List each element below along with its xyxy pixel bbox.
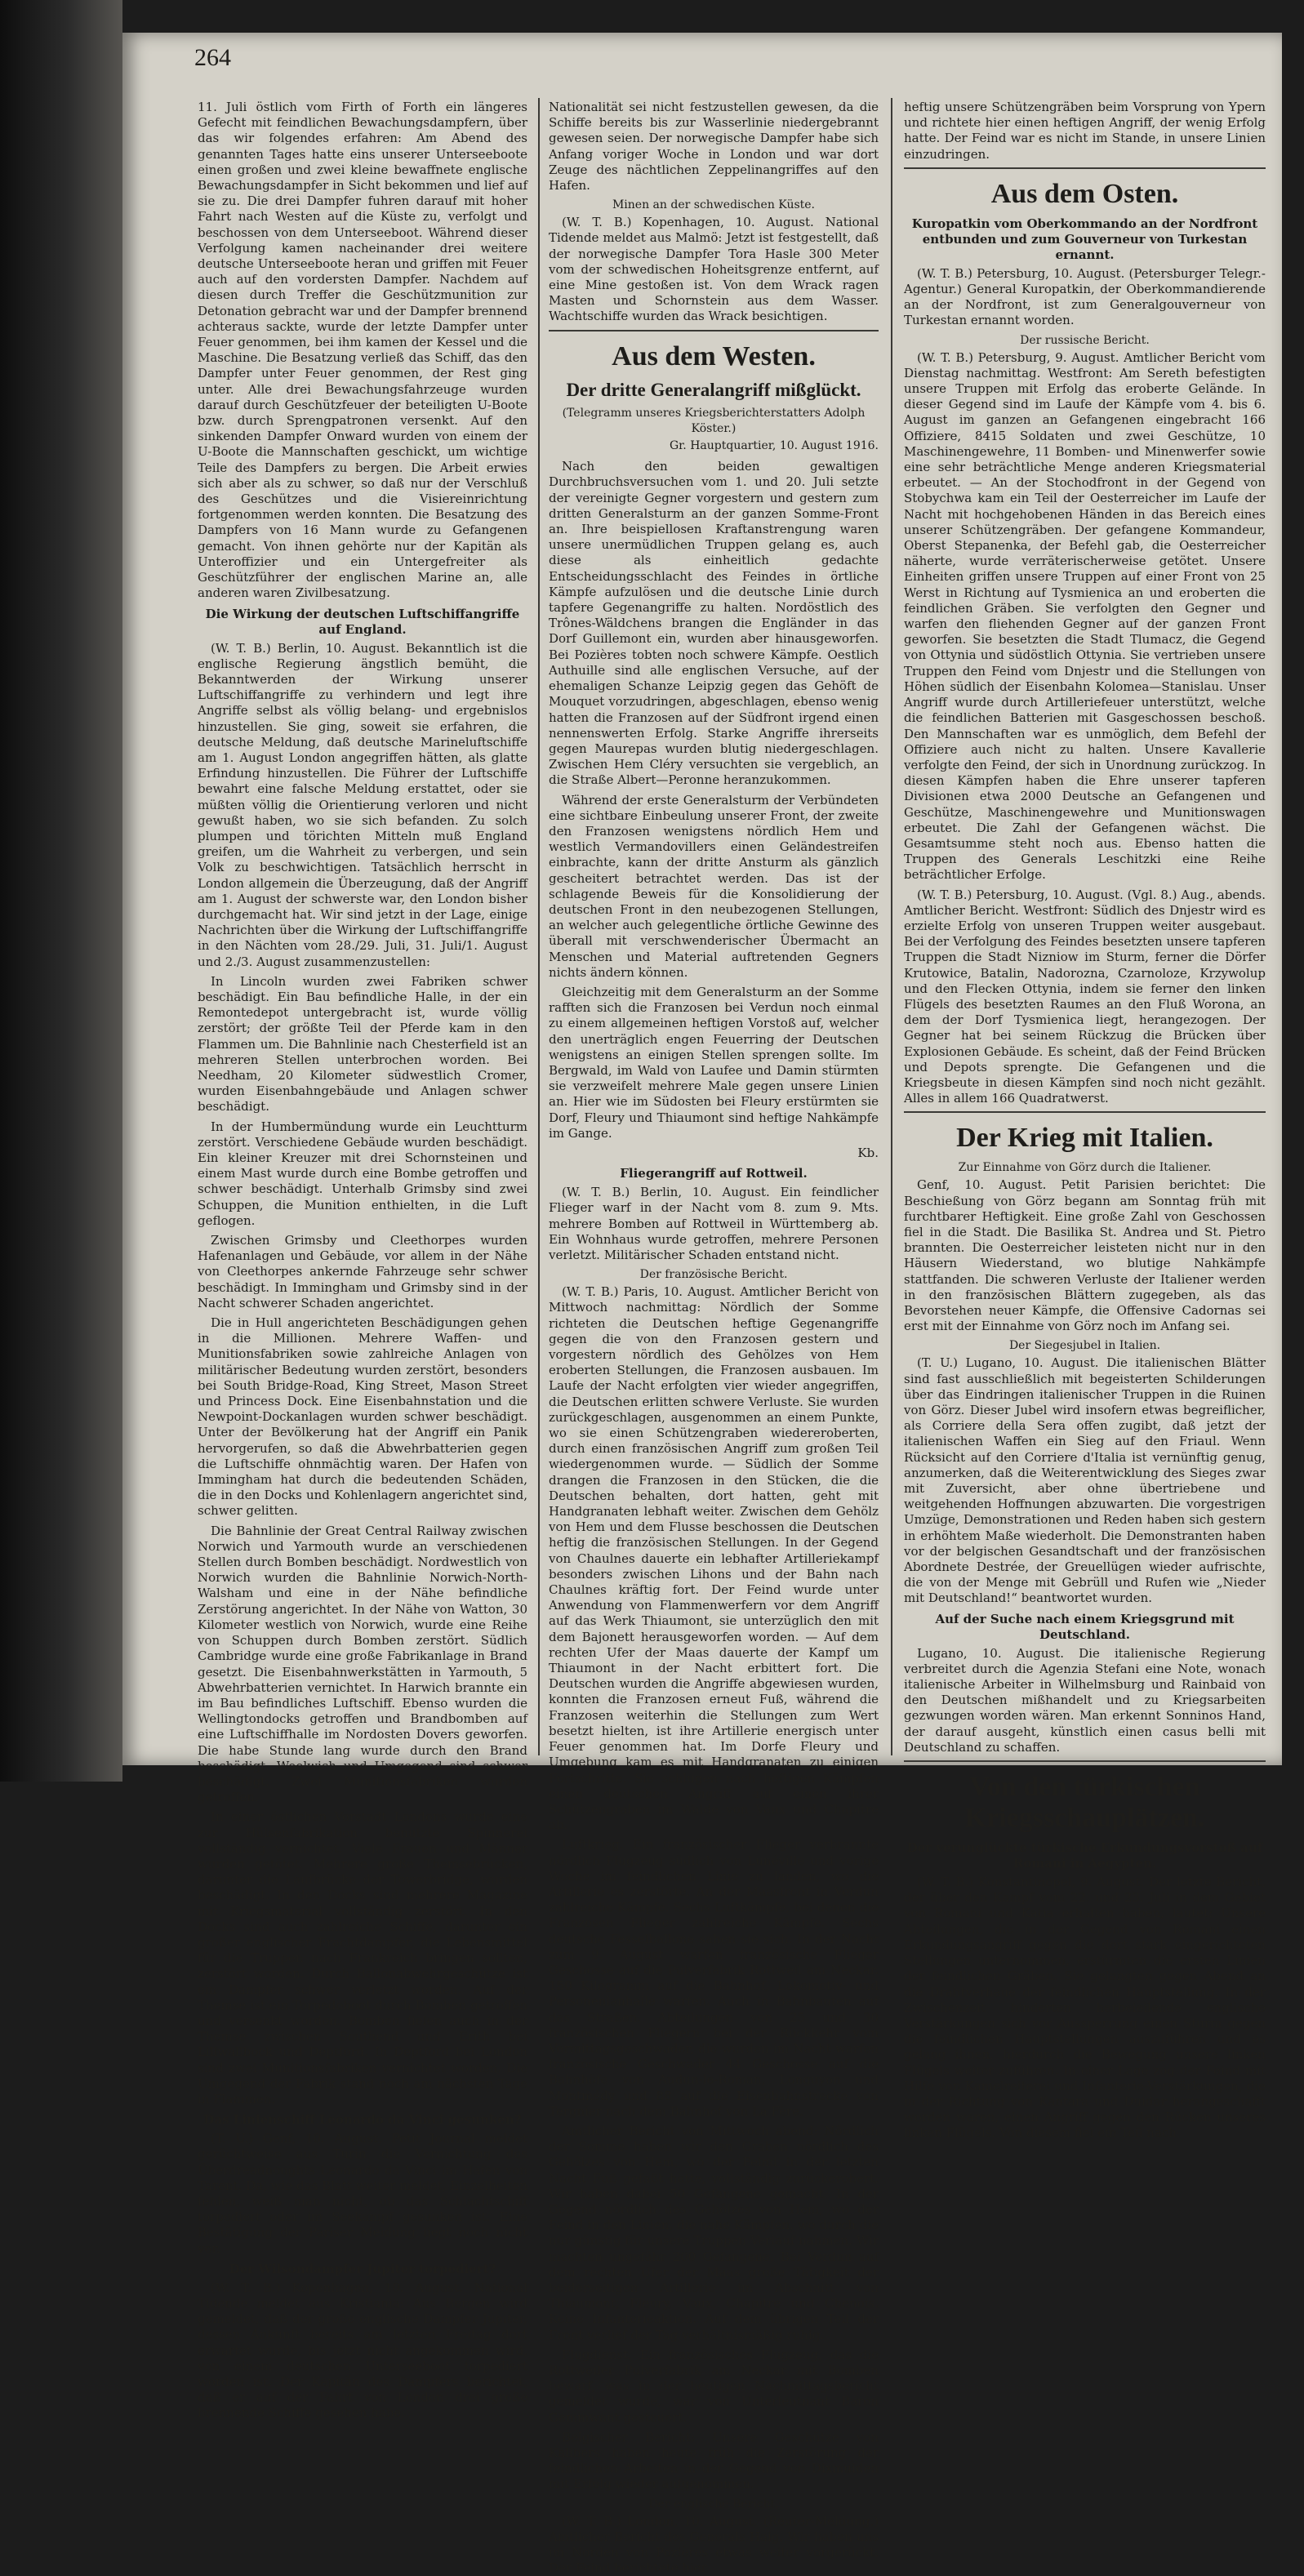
article-heading: Der Wilsondampfer Jupiter torpediert? xyxy=(229,2261,496,2276)
article-paragraph: Belgischer Bericht: Unsere Geschütze von Kalibers haben heute früh die Zerstörung der feindlichen Arbeiten in der Gegend von Dixmuiden mit Erfolg wieder aufgenommen. xyxy=(549,2429,879,2492)
dateline: Gr. Hauptquartier, 10. August 1916. xyxy=(669,439,879,453)
article-heading: Der französische Bericht. xyxy=(639,1268,788,1282)
article-paragraph: In Lincoln wurden zwei Fabriken schwer beschädigt. Ein Bau befindliche Halle, in der ein Remontedepot untergebracht ist, wurde völlig zerstört; der größte Teil der Pferde kam in den Flammen um. Die Bahnlinie nach Chesterfield ist an mehreren Stellen unterbrochen worden. Bei Needham, 20 Kilometer südwestlich Cromer, wurden Eisenbahngebäude und Anlagen schwer beschädigt. xyxy=(198,973,527,1114)
article-heading: Fliegerangriff auf Rottweil. xyxy=(620,1166,808,1181)
section-title: Von den türkischen Kriegsschauplätzen. xyxy=(964,1772,1205,1834)
section-title: Aus dem Westen. xyxy=(612,340,816,371)
article-heading: Der englische Bericht. xyxy=(648,2497,779,2511)
newspaper-page xyxy=(122,33,1282,2576)
page-number: 264 xyxy=(194,44,231,71)
byline: (Telegramm unseres Kriegsberichterstatters Adolph Köster.) xyxy=(562,406,866,435)
article-heading: Der verunglückte türkische Erkundungsvorstoß auf Romani in Aegypten. xyxy=(906,1840,1263,1871)
column-rule xyxy=(891,98,892,1755)
article-paragraph: (W. T. B.) Petersburg, 9. August. Amtlicher Bericht vom Dienstag nachmittag. Westfront: Am Sereth befestigten unsere Truppen mit Erfolg das eroberte Gelände. In dieser Gegend sind im Laufe der Kämpfe vom 4. bis 6. August im ganzen an Gefangenen eingebracht 166 Offiziere, 8415 Soldaten und zwei Geschütze, 10 Maschinengewehre, 11 Bomben- und Minenwerfer sowie eine sehr beträchtliche Menge anderen Kriegsmaterial erbeutet. — An der Stochodfront in der Gegend von Stobychwa kam ein Teil der Oesterreicher im Laufe der Nacht mit hochgehobenen Händen in das Bereich eines unserer Schützengräben. Der gefangene Kommandeur, Oberst Stepanenka, der Befehl gab, die Oesterreicher näherte, wurde verräterischerweise getötet. Unsere Einheiten griffen unsere Truppen auf einer Front von 25 Werst in Richtung auf Tysmienica an und eroberten die feindlichen Gräben. Sie verfolgten den Gegner und warfen den fliehenden Gegner auf der ganzen Front geworfen. Sie besetzten die Stadt Tlumacz, die Gegend von Ottynia und südöstlich Ottynia. Sie vertrieben unsere Truppen den Feind vom Dnjestr und die Stellungen von Höhen südlich der Eisenbahn Kolomea—Stanislau. Unser Angriff wurde durch Artilleriefeuer unterstützt, welche die feindlichen Batterien mit Gasgeschossen beschoß. Den Mannschaften war es unmöglich, dem Befehl der Offiziere auch nicht zu halten. Unsere Kavallerie verfolgte den Feind, der sich in Unordnung zurückzog. In diesen Kämpfen haben die Ehre unserer tapferen Divisionen etwa 2000 Deutsche an Gefangenen und Geschütze, Maschinengewehre und Munitionswagen erbeutet. Die Zahl der Gefangenen wächst. Die Gesamtsumme steht noch aus. Ebenso hatten die Truppen des Generals Leschitzki eine Reihe beträchtlicher Erfolge. xyxy=(904,349,1266,883)
article-heading: Minen an der schwedischen Küste. xyxy=(612,198,816,212)
article-paragraph: Die in Hull angerichteten Beschädigungen gehen in die Millionen. Mehrere Waffen- und Munitionsfabriken sowie zahlreiche Anlagen von militärischer Bedeutung wurden zerstört, besonders bei South Bridge-Road, King Street, Mason Street und Princess Dock. Eine Eisenbahnstation und die Newpoint-Dockanlagen wurden schwer beschädigt. Unter der Bevölkerung hat der Angriff ein Panik hervorgerufen, so daß die Abwehrbatterien gegen die Luftschiffe ohnmächtig waren. Der Hafen von Immingham hat durch die bedeutenden Schäden, die in den Docks und Kohlenlagern angerichtet sind, schwer gelitten. xyxy=(198,1315,527,1519)
article-paragraph: (W. T. B.) Berlin, 10. August. Ein feindlicher Flieger warf in der Nacht vom 8. zum 9. Mts. mehrere Bomben auf Rottweil in Württemberg ab. Ein Wohnhaus wurde getroffen, mehrere Personen verletzt. Militärischer Schaden entstand nicht. xyxy=(549,1185,879,1262)
article-paragraph: 11. Juli östlich vom Firth of Forth ein längeres Gefecht mit feindlichen Bewachungsdampfern, über das wir folgendes erfahren: Am Abend des genannten Tages hatte eins unserer Unterseeboote einen großen und zwei kleine bewaffnete englische Bewachungsdampfer in Sicht bekommen und lief auf sie zu. Die drei Dampfer fuhren darauf mit hoher Fahrt nach Westen auf die Küste zu, verfolgt und beschossen von dem Unterseeboot. Während dieser Verfolgung kamen nacheinander drei weitere deutsche Unterseeboote heran und griffen mit Feuer auch auf den vordersten Dampfer. Nachdem auf diesen durch Treffer die Geschützmunition zur Detonation gebracht war und der Dampfer brennend achteraus sackte, wurde der letzte Dampfer unter Feuer genommen, bei ihm kamen der Kessel und die Maschine. Die Besatzung verließ das Schiff, das den Dampfer unter Feuer genommen, der Rest ging unter. Alle drei Bewachungsfahrzeuge wurden darauf durch Geschützfeuer der beteiligten U-Boote bzw. durch Sprengpatronen versenkt. Auf den sinkenden Dampfer Onward wurden von einem der U-Boote die Mannschaften geschickt, um wichtige Teile des Dampfers zu bergen. Die Arbeit erwies sich aber als zu schwer, so daß nur der Verschluß des Geschützes und die Visiereinrichtung fortgenommen werden konnten. Die Besatzung des Dampfers von 16 Mann wurde zu Gefangenen gemacht. Von ihnen gehörte nur der Kapitän als Unteroffizier und ein Untergefreiter als Geschützführer der englischen Marine an, alle anderen waren Zivilbesatzung. xyxy=(198,100,528,601)
column-2 xyxy=(549,100,879,2576)
article-heading: Kuropatkin vom Oberkommando an der Nordfront entbunden und zum Gouverneur von Turkestan ernannt. xyxy=(911,216,1258,262)
article-paragraph: In der Humbermündung wurde ein Leuchtturm zerstört. Verschiedene Gebäude wurden beschädigt. Ein kleiner Kreuzer mit drei Schornsteinen und einem Mast wurde durch eine Bombe getroffen und schwer beschädigt. Unterhalb Grimsby sind zwei Schuppen, die Munition enthielten, in die Luft geflogen. xyxy=(198,1119,527,1228)
article-heading: Der Siegesjubel in Italien. xyxy=(1008,1339,1161,1353)
column-1 xyxy=(198,100,528,2421)
article-paragraph: Die Bahnlinie der Great Central Railway zwischen Norwich und Yarmouth wurde an verschiedenen Stellen durch Bomben beschädigt. Nordwestlich von Norwich wurden die Bahnlinie Norwich-North-Walsham und eine in der Nähe befindliche Zerstörung angerichtet. In der Nähe von Watton, 30 Kilometer westlich von Norwich, wurde eine Reihe von Schuppen durch Bomben zerstört. Südlich Cambridge wurde eine große Fabrikanlage in Brand gesetzt. Die Eisenbahnwerkstätten in Yarmouth, 5 Abwehrbatterien vernichtet. In Harwich brannte ein im Bau befindliches Luftschiff. Ebenso wurden die Wellingtondocks getroffen und Brandbomben auf eine Luftschiffhalle im Nordosten Dovers geworfen. Die habe Stunde lang wurde durch den Brand beschädigt. Woolwich und Umgegend sind schwer beschädigt. Zwei Munitionsfabriken wurden getroffen. xyxy=(198,1523,527,1805)
section-divider xyxy=(904,167,1266,169)
article-paragraph: (W. T. B.) Kopenhagen, 10. August. National Tidende meldet aus Malmö: Jetzt ist festgestellt, daß der norwegische Dampfer Tora Hasle 300 Meter vom der schwedischen Hoheitsgrenze entfernt, auf eine Mine gestoßen ist. Von dem Wrack ragen Masten und Schornstein aus dem Wasser. Wachtschiffe wurden das Wrack besichtigen. xyxy=(549,215,879,324)
article-paragraph: Zwischen Grimsby und Cleethorpes wurden Hafenanlagen und Gebäude, vor allem in der Nähe von Cleethorpes ankernde Fahrzeuge sehr schwer beschädigt. In Immingham und Grimsby sind in der Nacht schwerer Schaden angerichtet. xyxy=(198,1233,527,1310)
article-paragraph: (W. T. B.) Kopenhagen, 10. August. National Tidende meldet aus Kristiania: Aus Bergen wird gemeldet, daß der große englische Dampfer Jupiter, dessen Ankunft bereits am letzten Freitag dort erwartet wurde, bis jetzt nicht angekommen wird, von einem deutschen Unterseeboot torpediert worden ist. Der Kapitän des Dampfers berichtet, daß er auf der Fahrt von London drei große brennende Schiffe gesehen habe. xyxy=(198,2280,527,2421)
article-paragraph: heftig unsere Schützengräben beim Vorsprung von Ypern und richtete hier einen heftigen Angriff, der wenig Erfolg hatte. Der Feind war es nicht im Stande, in unsere Linien einzudringen. xyxy=(904,100,1266,162)
article-heading: Auf der Suche nach einem Kriegsgrund mit Deutschland. xyxy=(935,1611,1235,1642)
article-paragraph: (W. T. B.) Berlin, 10. August. Bekanntlich ist die englische Regierung ängstlich bemüht, die Bekanntwerden der Wirkung unserer Luftschiffangriffe zu verhindern und legt ihre Angriffe selbst als völlig belang- und ergebnislos hinzustellen. Sie ging, soweit sie erfahren, die deutsche Meldung, daß deutsche Marineluftschiffe am 1. August London angegriffen hätten, als glatte Erfindung hinzustellen. Die Führer der Luftschiffe bewahrt eine falsche Meldung erstattet, oder sie müßten völlig die Orientierung verloren und nicht gewußt haben, wo sie sich befanden. Zu solch plumpen und törichten Mitteln muß England greifen, um die Wahrheit zu verbergen, und sein Volk zu beschwichtigen. Tatsächlich herrscht in London allgemein die Überzeugung, daß der Angriff am 1. August der schwerste war, den London bisher durchgemacht hat. Wir sind jetzt in der Lage, einige Nachrichten über die Wirkung der Luftschiffangriffe in den Nächten vom 28./29. Juli, 31. Juli/1. August und 2./3. August zusammenzustellen: xyxy=(198,640,527,969)
article-heading: Das Linienschiff Leonardo da Vinci gesunken? xyxy=(203,2112,522,2128)
article-paragraph: Während der erste Generalsturm der Verbündeten eine sichtbare Einbeulung unserer Front, der zweite den Franzosen wenigstens nördlich Hem und westlich Vermandovillers einen Geländestreifen einbrachte, kann der dritte Ansturm als gänzlich gescheitert betrachtet werden. Das ist der schlagende Beweis für die Konsolidierung der deutschen Front in den neubezogenen Stellungen, an welcher auch gelegentliche örtliche Gewinne des überall mit verschwenderischer Übermacht an Menschen und Material auftretenden Gegners nichts ändern können. xyxy=(549,792,879,980)
article-paragraph: (W. T. B.) London, 10. August. (Reuter-Meldung.) Amtlicher Bericht des Generals Haig. Wir haben uns im Norden von Pozières etwas weiter vorgerückt. Der Feind berichtete hier xyxy=(549,2513,879,2576)
section-divider xyxy=(904,1111,1266,1113)
article-paragraph: (W. T. B.) Paris, 10. August. Amtlicher Bericht von Mittwoch nachmittag: Nördlich der Somme richteten die Deutschen heftige Gegenangriffe gegen die von den Franzosen gestern und vorgestern nördlich des Gehölzes von Hem eroberten Stellungen, die Franzosen ausbauen. Im Laufe der Nacht erfolgten vier wieder angegriffen, die Deutschen erlitten schwere Verluste. Sie wurden zurückgeschlagen, ausgenommen an einem Punkte, wo sie einen Schützengraben wiedereroberten, durch einen französischen Angriff zum großen Teil wiedergenommen wurde. — Südlich der Somme drangen die Franzosen in den Stücken, die die Deutschen behalten, dort hatten, geht mit Handgranaten lebhaft weiter. Zwischen dem Gehölz von Hem und dem Flusse beschossen die Deutschen heftig die französischen Stellungen. In der Gegend von Chaulnes dauerte ein lebhafter Artilleriekampf besonders zwischen Lihons und der Bahn nach Chaulnes kräftig fort. Der Feind wurde unter Anwendung von Flammenwerfern vor dem Angriff auf das Werk Thiaumont, sie unterzüglich den mit dem Bajonett herausgeworfen worden. — Auf dem rechten Ufer der Maas dauerte der Kampf um Thiaumont in der Nacht erbittert fort. Die Deutschen wurden die Angriffe abgewiesen wurden, konnten die Franzosen erneut Fuß, während die Franzosen weiterhin die Stellungen zum Wert besetzt hielten, ist ihre Artillerie energisch unter Feuer genommen hat. Im Dorfe Fleury und Umgebung kam es mit Handgranaten zu einigen Fortschritte. Sie schlugen nach heftigen Kämpfen einen deutschen Angriff auf einen ihrer Schützengraben im Walde von Vaux und Chapitre ab. xyxy=(549,1284,879,1833)
article-heading: Zur Einnahme von Görz durch die Italiener. xyxy=(958,1161,1212,1175)
article-paragraph: Lugano, 10. August. Die italienische Regierung verbreitet durch die Agenzia Stefani eine Note, wonach italienische Arbeiter in Wilhelmsburg und Rainbaid von den Deutschen mißhandelt und zu Kriegsarbeiten gezwungen worden wären. Man erkennt Sonninos Hand, der darauf ausgeht, künstlich einen casus belli mit Deutschland zu schaffen. xyxy=(904,1645,1266,1755)
article-paragraph: In einer östlichen Vorstadt Londons wurde eine zur Hülsenfabrikation benutzte Spinnerei vollständig vernichtet. Viele Frauen und Männer wurden getötet. Mehrere große Themsebrücken, darunter die Laufbrücke der Towerbridge, wurden beschädigt. In den Docks sind mehrere Magazine mit Kriegsmaterial vollständig zerstört. In den Docks sind auch zahlreiche Schiffe, darunter ein großer englischer Frachtdampfer, die Lebensmittel für die Truppen nach Frankreich bringen sollten, zerstört worden. Durch Ballonabwehrgeschütze ist ein Dampfer schwer verletzt worden. Auf der Themse ist ein Torpedoboot durch Bomben getroffen und versenkt worden. Bomben fielen auch in der Themse zwischen Southend und Erith bei Lillwallbock und Deptford. In Deptford bei London sind zwei Munitionsfabriken vernichtet worden. Die Umgegend der Fabrik stand noch am nächsten Tage in Flammen. xyxy=(198,1809,527,2107)
column-rule xyxy=(538,98,540,1755)
article-paragraph: Nationalität sei nicht festzustellen gewesen, da die Schiffe bereits bis zur Wasserlinie niedergebrannt gewesen seien. Der norwegische Dampfer habe sich Anfang voriger Woche in London und war dort Zeuge des nächtlichen Zeppelinangriffes auf den Hafen. xyxy=(549,100,879,194)
column-3 xyxy=(904,100,1266,2141)
section-divider xyxy=(549,330,879,331)
section-title: Aus dem Osten. xyxy=(990,178,1179,209)
article-paragraph: (T. U.) Lugano, 10. August. Die italienischen Blätter sind fast ausschließlich mit begeisterten Schilderungen über das Eindringen italienischer Truppen in die Ruinen von Görz. Dieser Jubel wird insofern etwas begreiflicher, als Corriere della Sera offen zugibt, daß jetzt der italienischen Waffen ein Sieg auf den Friaul. Wenn Rücksicht auf den Corriere d'Italia ist vernünftig genug, anzumerken, daß die Weiterentwicklung des Sieges zwar mit Zuversicht, aber ohne übertriebene und weitgehenden Hoffnungen abzuwarten. Die vorgestrigen Umzüge, Demonstrationen und Reden haben sich gestern in erhöhtem Maße wiederholt. Die Demonstranten haben vor der belgischen Gesandtschaft und der französischen Abordnete Destrée, der Greuellügen wieder aufrischte, die von der Menge mit Gebrüll und Rufen wie „Nieder mit Deutschland!“ beantwortet wurden. xyxy=(904,1355,1266,1606)
article-paragraph: Nach den beiden gewaltigen Durchbruchsversuchen vom 1. und 20. Juli setzte der vereinigte Gegner vorgestern und gestern zum dritten Generalsturm an der ganzen Somme-Front an. Ihre beispiellosen Kraftanstrengung waren unsere unermüdlichen Truppen gelang es, auch diese als einheitlich gedachte Entscheidungsschlacht des Feindes in örtliche Kämpfe aufzulösen und die deutsche Linie durch tapfere Gegenangriffe zu halten. Nordöstlich des Trônes-Wäldchens brangen die Engländer in das Dorf Guillemont ein, wurden aber hinausgeworfen. Bei Pozières tobten noch schwere Kämpfe. Oestlich Authuille sind alle englischen Versuche, auf der ehemaligen Schanze Leipzig gegen das Gehöft de Mouquet vorzudringen, abgeschlagen, ebenso wenig hatten die Franzosen auf der Südfront irgend einen nennenswerten Erfolg. Starke Angriffe ihrerseits gegen Maurepas wurden blutig niedergeschlagen. Zwischen Hem Cléry versuchten sie vergeblich, an die Straße Albert—Peronne heranzukommen. xyxy=(549,459,879,788)
section-title: Der Krieg mit Italien. xyxy=(956,1123,1213,1154)
author-signature: Kb. xyxy=(857,1145,879,1160)
article-paragraph: (W. T. B.) Petersburg, 10. August. (Vgl. 8.) Aug., abends. Amtlicher Bericht. Westfront: Südlich des Dnjestr wird es erzielte Erfolg von unseren Truppen weiter ausgebaut. Bei der Verfolgung des Feindes besetzten unsere tapferen Truppen die Stadt Nizniow im Sturm, ferner die Dörfer Krutowice, Batalin, Nadorozna, Czarnoloze, Krzywolup und den Flecken Ottynia, indem sie ferner den linken Flügels des besetzten Raumes an den Fluß Worona, an dem der Dorf Tysmienica liegt, herangezogen. Der Gegner hat bei seinem Rückzug die Brücken über Explosionen Gebäude. Es scheint, daß der Feind Brücken und Depots sprengte. Die Gefangenen und die Kriegsbeute in diesen Kämpfen sind noch nicht gezählt. Alles in allem 166 Quadratwerst. xyxy=(904,887,1266,1106)
article-paragraph: Genf, 10. August. Petit Parisien berichtet: Die Beschießung von Görz begann am Sonntag früh mit furchtbarer Heftigkeit. Eine große Zahl von Geschossen fiel in die Stadt. Die Basilika St. Andrea und St. Pietro brannten. Die Oesterreicher leisteten nicht nur in den Häusern Wiederstand, wo blutige Nahkämpfe stattfanden. Die schweren Verluste der Italiener werden in den französischen Blättern zugegeben, als das Bevorstehen neuer Kämpfe, die Offensive Cadornas sei erst mit der Einnahme von Görz noch im Anfang sei. xyxy=(904,1177,1266,1334)
section-divider xyxy=(904,1760,1266,1762)
article-headline: Der dritte Generalangriff mißglückt. xyxy=(566,379,861,400)
article-paragraph: (W. T. B.) Konstantinopel, 9. August. Der letzte Bericht, der über den Kampf vom 22. und 23. Juli in dem Gebiet von Romani und Katia erhalten haben, lautet: Unsere Abteilungen, die in der Gegend von Romani einen Erkundungsangriff gegen die dort stark eingerichteten Stellungen unternommen, erstürmten die ersten Linien der feindlichen Gräben. Sie gelangten gegen Abend an die Drahtverhaue der feindlichen Hauptstellung. In der Zwischenzeit hinderten herbeieilende englische Verstärkungen sich vor Aussperrung einen Sturm gegen die feindlichen Hauptstellungen auszuführen und es gelang ihnen, hierdurch die Bewegung unsere linken Flügels weiter zuführen. In einer Lage zog der Feind mit Hilfe von Kamelreiterei und Infanterie-Verstärkungen, die in der Richtung von Kantara und Duidar herangeschafft worden waren, einen Angriff gegen den Rücken unseres linken Flügels. Von diesem fiel ein Teil nach xyxy=(904,1875,1266,2141)
article-heading: Die Wirkung der deutschen Luftschiffangriffe auf England. xyxy=(205,606,520,637)
article-paragraph: (T. U.) Genf, 10. August. Petit Journal meldet gerüchtweise aus Turin die Vernichtung des Überdreadnoughts Leonardo da Vinci im Hafen von Tarent. Da, wie das Blatt weiter meldet, Einzelheiten fehlen, weiß man nicht, ob das Schlachtschiff torpediert oder im Seekampf gesunken ist. Eine Bestätigung der Pariser Meldung liegt noch nicht vor. xyxy=(198,2131,527,2256)
book-binding-shadow xyxy=(0,0,122,1782)
article-paragraph: Gleichzeitig mit dem Generalsturm an der Somme rafften sich die Franzosen bei Verdun noch einmal zu einem allgemeinen heftigen Vorstoß auf, welcher den unerträglich engen Feuerring der Deutschen wenigstens an einigen Stellen sprengen sollte. Im Bergwald, im Wald von Laufee und Damin stürmten sie verzweifelt mehrere Male gegen unsere Linien an. Hier wie im Südosten bei Fleury erstürmten sie Dorf, Fleury und Thiaumont sind heftige Nahkämpfe im Gange. xyxy=(549,984,879,1141)
article-paragraph: Flugdienst. Ein französisches Flugzeug, das die Rottweiler Pulverfabrik am Neckar mit Bomben bewarf, was in der heutigen Nachmittagsbericht gemeldet wurde, war von Unterleutnant Baron Gemmwant gesteuert. xyxy=(549,2347,879,2425)
article-heading: Der russische Bericht. xyxy=(1020,333,1150,347)
article-paragraph: Luftkrieg. Ein französischer Flieger verbrannte nördlich Flugzeug südlich von Lunéville und vorige Woche im feindlichen Linie zu landen, wo die Artillerie es zerstörte. An der Maasfront in Verdun zahlreiche Kämpfe. Sechs Luftkämpfe, bei denen die Franzosen Flieger zahlreiche Kämpfe. Sechs deutsche Fesselballone sahen sie sich. In der Nacht zum 9. August warfen französische Flieger Geschosse auf die Pulverfabrik Rottweil am Neckar. 150 Kilogramm auf die Bahnhof, Lokomotiv- und Personenlanhalle warfen. Auch in Bahnbauten auf das Straßen. Abteilungen von 25 und 30 französischen Fliegern bei der Rückkehr vom Vormittagsgeschwader, die wurden im Nacht warfen französische Geschwader 44 Geschosse auf die Bahnhöfe von Audun-le-Roman, Longuyon und Montmédy und 88 auf die Eisenbahnstrecke von Tergnier nach dem Bahnhof von La Fère. xyxy=(549,1837,879,2119)
article-paragraph: (W. T. B.) Petersburg, 10. August. (Petersburger Telegr.-Agentur.) General Kuropatkin, der Oberkommandierende an der Nordfront, ist zum Generalgouverneur von Turkestan ernannt worden. xyxy=(904,265,1266,328)
article-paragraph: Amtlicher Bericht von Mittwoch abend: Nördlich der Somme haben wir den Graben nördlich des Gehölzes von Hem, wo der Feind in der letzten Nacht Fuß gefaßt hatte, vollständig zurückerobert. Wir haben dabei 50 Gefangene gemacht. In der Gegend nördlich des Gehölzes von Hem, wo der Feind in den Linien, die nahe Kämpfen, wo durch die nur günstig für unsere Truppen Verlauf nahmen. Wir machten ungefähr 200 Gefangene. Bei Verdun auf dem rechten Ufer der Maas große Tätigkeit der beiderseitigen Artillerie im Abschnitt von Thiaumont, Fleury, Vaux, Chapitre und Chenois. Keine Infanterieaktion. Auf dem übrigen Teil der Front verlief der Tag verhältnismäßig ruhig. xyxy=(549,2123,879,2342)
